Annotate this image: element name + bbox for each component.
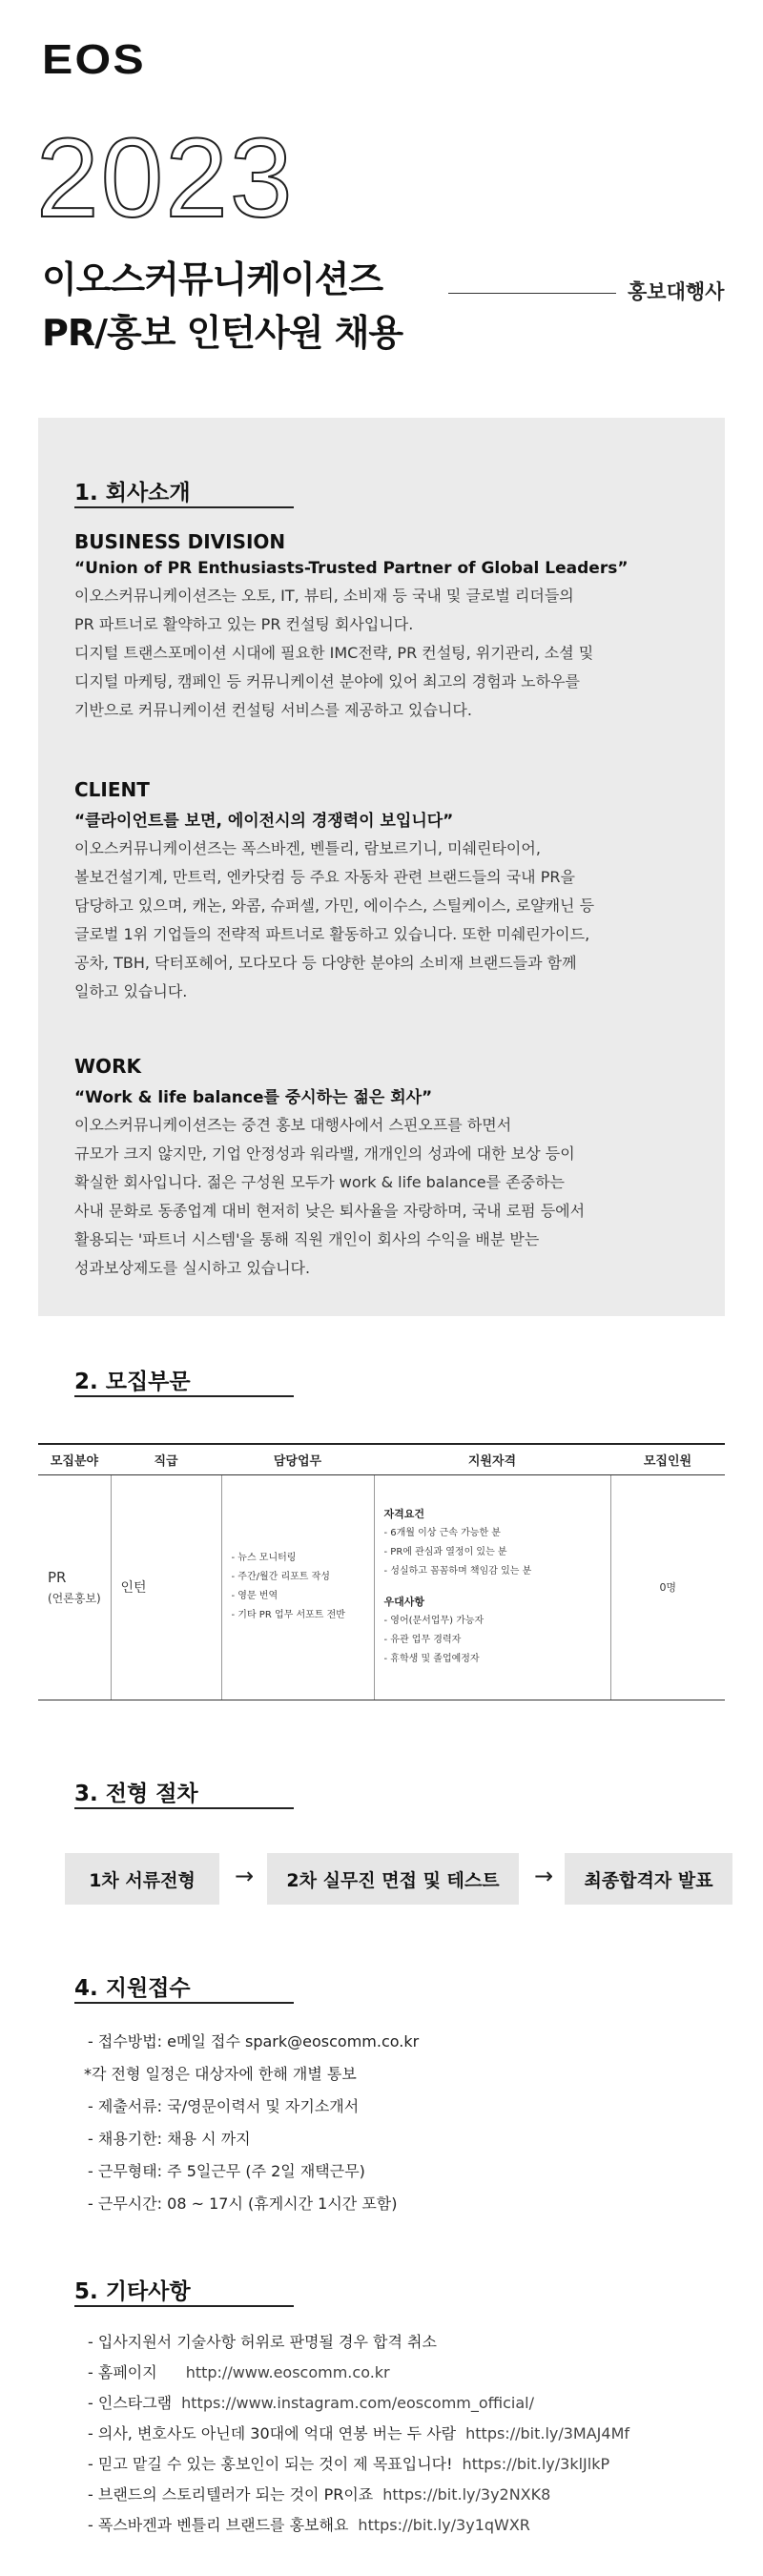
work-text: 이오스커뮤니케이션즈는 중견 홍보 대행사에서 스핀오프를 하면서 규모가 크지 않지만, 기업 안정성과 워라밸, 개개인의 성과에 대한 보상 등이 확실한 회사입니다. 젊은 구성원 모두가 work & life balance를 존중하는 사내 문화로 동종업계 대비 현저히 낮은 퇴사율을 자랑하며, 국내 로펌 등에서 활용되는 '파트너 시스템'을 통해 직원 개인이 회사의 수익을 배분 받는 성과보상제도를 실시하고 있습니다. <box>74 1116 586 1277</box>
arrow-right-icon: → <box>534 1863 554 1889</box>
other-info-list <box>88 2327 736 2541</box>
column-header: 직급 <box>111 1444 221 1474</box>
column-header: 지원자격 <box>374 1444 610 1474</box>
list-item: - 채용기한: 채용 시 까지 <box>88 2130 251 2148</box>
section-5-rule <box>74 2305 294 2307</box>
section-1-title: 1. 회사소개 <box>74 481 191 505</box>
work-quote: “Work & life balance를 중시하는 젊은 회사” <box>74 1088 433 1107</box>
list-item: - 제출서류: 국/영문이력서 및 자기소개서 <box>88 2097 360 2115</box>
agency-label: 홍보대행사 <box>628 280 725 303</box>
title-divider <box>448 293 616 294</box>
article-link[interactable]: https://bit.ly/3y2NXK8 <box>382 2485 551 2504</box>
recruitment-table <box>38 1443 725 1700</box>
client-text: 이오스커뮤니케이션즈는 폭스바겐, 벤틀리, 람보르기니, 미쉐린타이어, 볼보건설기계, 만트럭, 엔카닷컴 등 주요 자동차 관련 브랜드들의 국내 PR을 담당하고 있으며, 캐논, 와콤, 슈퍼셀, 가민, 에이수스, 스틸케이스, 로얄캐닌 등 글로벌 1위 기업들의 전략적 파트너로 활동하고 있습니다. 또한 미쉐린가이드, 공차, TBH, 닥터포헤어, 모다모다 등 다양한 분야의 소비재 브랜드들과 함께 일하고 있습니다. <box>74 839 595 1000</box>
process-step-2: 2차 실무진 면접 및 테스트 <box>267 1853 519 1905</box>
section-5-title: 5. 기타사항 <box>74 2279 191 2304</box>
process-step-3: 최종합격자 발표 <box>565 1853 732 1905</box>
instagram-link[interactable]: https://www.instagram.com/eoscomm_official/ <box>181 2394 535 2412</box>
business-heading: BUSINESS DIVISION <box>74 530 286 553</box>
company-title: 이오스커뮤니케이션즈 <box>42 258 383 300</box>
list-item: *각 전형 일정은 대상자에 한해 개별 통보 <box>84 2065 357 2083</box>
column-header: 모집분야 <box>38 1444 111 1474</box>
section-2-title: 2. 모집부문 <box>74 1370 191 1394</box>
table-header-row <box>38 1444 725 1474</box>
eos-logo: EOS <box>42 36 146 83</box>
list-item: - 브랜드의 스토리텔러가 되는 것이 PR이죠 https://bit.ly/3y2NXK8 <box>88 2485 551 2504</box>
business-quote: “Union of PR Enthusiasts-Trusted Partner of Global Leaders” <box>74 559 629 578</box>
business-text: 이오스커뮤니케이션즈는 오토, IT, 뷰티, 소비재 등 국내 및 글로벌 리더들의 PR 파트너로 활약하고 있는 PR 컨설팅 회사입니다. 디지털 트랜스포메이션 시대에 필요한 IMC전략, PR 컨설팅, 위기관리, 소셜 및 디지털 마케팅, 캠페인 등 커뮤니케이션 분야에 있어 최고의 경험과 노하우를 기반으로 커뮤니케이션 컨설팅 서비스를 제공하고 있습니다. <box>74 587 594 719</box>
list-item: - 접수방법: e메일 접수 spark@eoscomm.co.kr <box>88 2032 420 2050</box>
job-title: PR/홍보 인턴사원 채용 <box>42 312 403 354</box>
section-1-rule <box>74 506 294 508</box>
rank-cell: 인턴 <box>111 1474 221 1700</box>
list-item: - 근무형태: 주 5일근무 (주 2일 재택근무) <box>88 2162 365 2180</box>
client-quote: “클라이언트를 보면, 에이전시의 경쟁력이 보입니다” <box>74 812 454 831</box>
application-info-list <box>84 2026 736 2220</box>
table-row <box>38 1474 725 1700</box>
year-heading: 2023 <box>36 115 295 241</box>
list-item: - 의사, 변호사도 아닌데 30대에 억대 연봉 버는 두 사람 https://bit.ly/3MAJ4Mf <box>88 2424 630 2442</box>
headcount-cell: 0명 <box>610 1474 725 1700</box>
duties-cell: - 뉴스 모니터링 - 주간/월간 리포트 작성 - 영문 번역 - 기타 PR 업무 서포트 전반 <box>221 1474 374 1700</box>
article-link[interactable]: https://bit.ly/3klJlkP <box>462 2455 610 2473</box>
list-item: - 홈페이지 http://www.eoscomm.co.kr <box>88 2363 390 2381</box>
requirements-cell: 자격요건 - 6개월 이상 근속 가능한 분 - PR에 관심과 열정이 있는 분 - 성실하고 꼼꼼하며 책임감 있는 분 우대사항 - 영어(문서업무) 가능자 - 유관 업무 경력자 - 휴학생 및 졸업예정자 <box>374 1474 610 1700</box>
column-header: 모집인원 <box>610 1444 725 1474</box>
client-heading: CLIENT <box>74 778 150 801</box>
client-block <box>74 778 694 1006</box>
arrow-right-icon: → <box>235 1863 255 1889</box>
section-2-rule <box>74 1395 294 1397</box>
work-block <box>74 1055 694 1283</box>
process-steps <box>65 1853 713 1905</box>
section-4-rule <box>74 2002 294 2004</box>
section-4-title: 4. 지원접수 <box>74 1976 191 2001</box>
list-item: - 근무시간: 08 ~ 17시 (휴게시간 1시간 포함) <box>88 2195 398 2213</box>
process-step-1: 1차 서류전형 <box>65 1853 219 1905</box>
homepage-link[interactable]: http://www.eoscomm.co.kr <box>185 2363 390 2381</box>
article-link[interactable]: https://bit.ly/3y1qWXR <box>358 2516 530 2534</box>
work-heading: WORK <box>74 1055 141 1078</box>
column-header: 담당업무 <box>221 1444 374 1474</box>
list-item: - 입사지원서 기술사항 허위로 판명될 경우 합격 취소 <box>88 2333 437 2351</box>
list-item: - 폭스바겐과 벤틀리 브랜드를 홍보해요 https://bit.ly/3y1qWXR <box>88 2516 530 2534</box>
section-3-title: 3. 전형 절차 <box>74 1782 198 1806</box>
article-link[interactable]: https://bit.ly/3MAJ4Mf <box>465 2424 630 2442</box>
section-3-rule <box>74 1807 294 1809</box>
field-cell: PR (언론홍보) <box>38 1474 111 1700</box>
list-item: - 인스타그램 https://www.instagram.com/eoscomm_official/ <box>88 2394 535 2412</box>
list-item: - 믿고 맡길 수 있는 홍보인이 되는 것이 제 목표입니다! https://bit.ly/3klJlkP <box>88 2455 610 2473</box>
business-division-block <box>74 530 694 725</box>
